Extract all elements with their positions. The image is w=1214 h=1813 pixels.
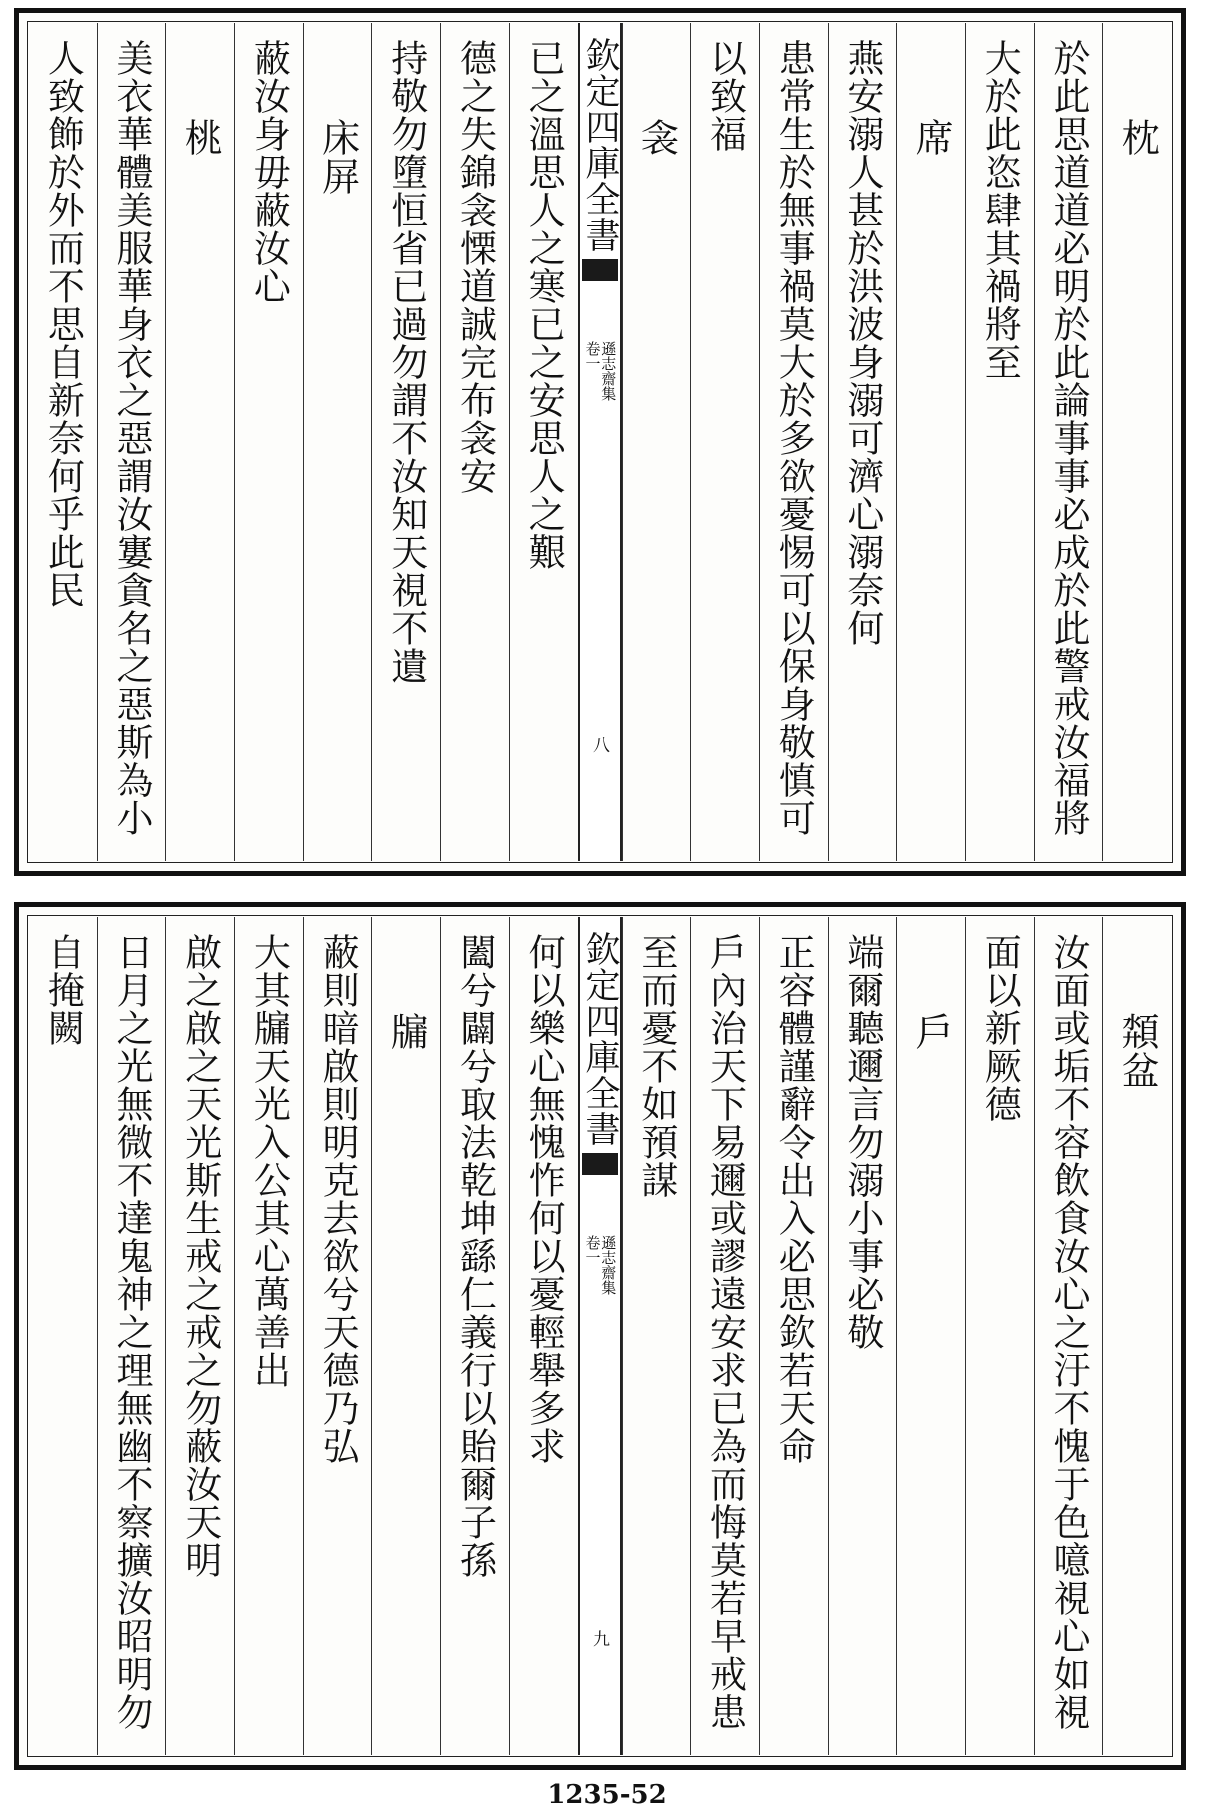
center-banner: [578, 23, 622, 861]
text-column: [1034, 23, 1103, 861]
column-text: 已之溫思人之寒已之安思人之艱: [522, 39, 566, 571]
column-text: 汝面或垢不容飲食汝心之汙不愧于色噫視心如視: [1046, 933, 1090, 1731]
page-top: [14, 8, 1186, 876]
text-column: [622, 917, 691, 1755]
columns-top: [29, 23, 1171, 861]
text-column: [371, 917, 440, 1755]
text-column: [622, 23, 691, 861]
footer-page-number: 1235-52: [547, 1780, 667, 1810]
column-text: 大於此恣肆其禍將至: [978, 39, 1022, 381]
text-column: [509, 23, 578, 861]
text-column: [965, 917, 1034, 1755]
column-text: 何以樂心無愧怍何以憂輕舉多求: [522, 933, 566, 1465]
banner-title: 欽定四庫全書: [580, 931, 620, 1147]
column-text: 於此思道道必明於此論事事必成於此警戒汝福將: [1046, 39, 1090, 837]
banner-title: 欽定四庫全書: [580, 37, 620, 253]
section-heading: 席: [909, 118, 954, 157]
text-column: [690, 917, 759, 1755]
column-text: 至而憂不如預謀: [634, 933, 678, 1199]
column-text: 持敬勿墮恒省已過勿謂不汝知天視不遺: [384, 39, 428, 685]
volume-label: 卷一: [583, 1235, 602, 1265]
column-text: 燕安溺人甚於洪波身溺可濟心溺奈何: [840, 39, 884, 647]
column-text: 德之失錦衾慄道誠完布衾安: [453, 39, 497, 495]
column-text: 大其牖天光入公其心萬善出: [247, 933, 291, 1389]
section-heading: 衾: [634, 118, 679, 157]
text-column: [234, 23, 303, 861]
columns-bottom: [29, 917, 1171, 1755]
text-column: [965, 23, 1034, 861]
column-text: 蔽則暗啟則明克去欲兮天德乃弘: [316, 933, 360, 1465]
text-column: [29, 917, 97, 1755]
column-text: 端爾聽邇言勿溺小事必敬: [840, 933, 884, 1351]
section-heading: 枕: [1115, 118, 1160, 157]
column-text: 面以新厥德: [978, 933, 1022, 1123]
section-heading: 桃: [178, 118, 223, 157]
text-column: [896, 917, 965, 1755]
section-heading: 戶: [909, 1012, 954, 1051]
text-column: [440, 23, 509, 861]
text-column: [303, 23, 372, 861]
column-text: 闔兮闢兮取法乾坤繇仁義行以貽爾子孫: [453, 933, 497, 1579]
text-column: [97, 23, 166, 861]
text-column: [371, 23, 440, 861]
fish-tail-mark: [582, 1153, 618, 1175]
text-column: [509, 917, 578, 1755]
text-column: [97, 917, 166, 1755]
column-text: 自掩闕: [41, 933, 85, 1047]
column-text: 正容體謹辭令出入必思欽若天命: [772, 933, 816, 1465]
center-banner: [578, 917, 622, 1755]
text-column: [234, 917, 303, 1755]
text-column: [690, 23, 759, 861]
text-column: [1034, 917, 1103, 1755]
column-text: 人致飾於外而不思自新奈何乎此民: [41, 39, 85, 609]
banner-book-title: [584, 1235, 616, 1295]
text-column: [440, 917, 509, 1755]
text-column: [1102, 23, 1171, 861]
page-bottom: [14, 902, 1186, 1770]
section-heading: 頮盆: [1115, 1012, 1160, 1090]
column-text: 以致福: [703, 39, 747, 153]
fish-tail-mark: [582, 259, 618, 281]
leaf-number: 八: [589, 736, 609, 753]
column-text: 美衣華體美服華身衣之惡謂汝寠貪名之惡斯為小: [110, 39, 154, 837]
text-column: [828, 917, 897, 1755]
text-column: [759, 23, 828, 861]
column-text: 啟之啟之天光斯生戒之戒之勿蔽汝天明: [178, 933, 222, 1579]
section-heading: 床屏: [315, 118, 360, 196]
column-text: 蔽汝身毋蔽汝心: [247, 39, 291, 305]
book-name: 遜志齋集: [599, 341, 618, 401]
book-name: 遜志齋集: [599, 1235, 618, 1295]
text-column: [165, 23, 234, 861]
text-column: [896, 23, 965, 861]
column-text: 戶內治天下易邇或謬遠安求已為而悔莫若早戒患: [703, 933, 747, 1731]
banner-book-title: [584, 341, 616, 401]
volume-label: 卷一: [583, 341, 602, 371]
text-column: [29, 23, 97, 861]
leaf-number: 九: [589, 1630, 609, 1647]
column-text: 患常生於無事禍莫大於多欲憂惕可以保身敬慎可: [772, 39, 816, 837]
section-heading: 牖: [384, 1012, 429, 1051]
text-column: [828, 23, 897, 861]
text-column: [759, 917, 828, 1755]
column-text: 日月之光無微不達鬼神之理無幽不察擴汝昭明勿: [110, 933, 154, 1731]
text-column: [165, 917, 234, 1755]
text-column: [1102, 917, 1171, 1755]
text-column: [303, 917, 372, 1755]
